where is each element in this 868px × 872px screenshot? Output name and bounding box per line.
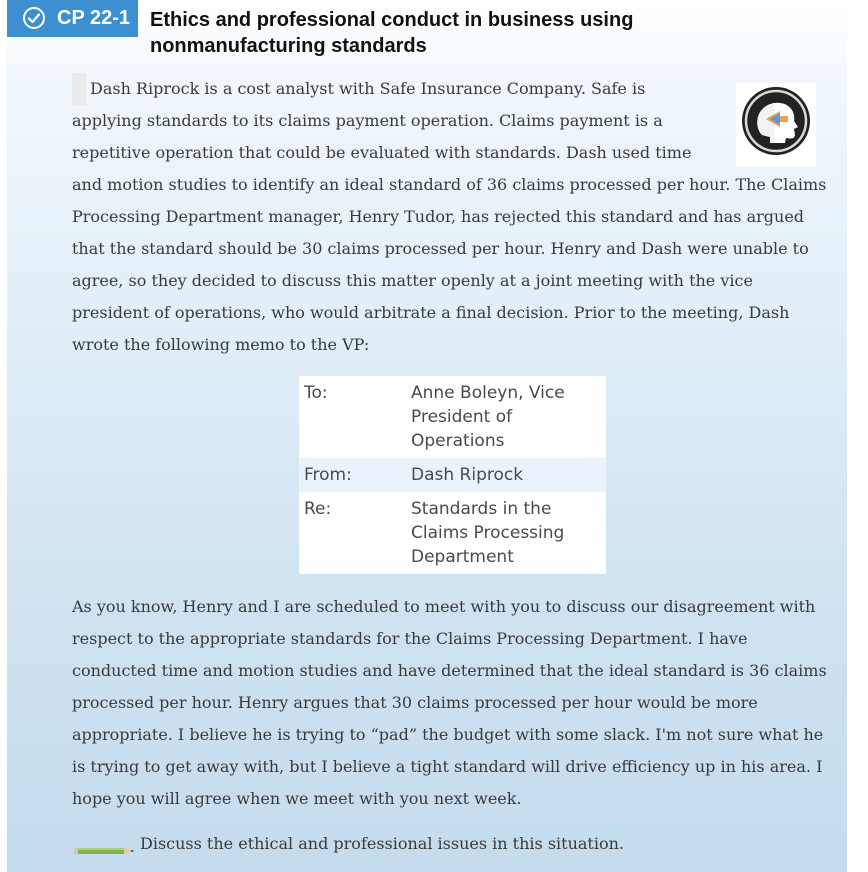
memo-label: From:	[299, 458, 406, 492]
header	[7, 0, 847, 62]
memo-label: To:	[304, 383, 328, 403]
problem-badge	[7, 0, 138, 37]
memo-body: As you know, Henry and I are scheduled to meet with you to discuss our disagreement with respect to the appropriate standards for the Claims Processing Department. I have conducted time and motion studies and have determined that the ideal standard is 36 claims processed per hour. Henry argues that 30 claims processed per hour would be more appropriate. I believe he is trying to “pad” the budget with some slack. I'm not sure what he is trying to get away with, but I believe a tight standard will drive efficiency up in his area. I hope you will agree when we meet with you next week.	[72, 597, 827, 808]
problem-number: CP 22-1	[57, 7, 131, 29]
intro-text: Dash Riprock is a cost analyst with Safe Insurance Company. Safe is applying standards to its claims payment operation. Claims payment is a repetitive operation that could be evaluated with standards. Dash used time and motion studies to identify an ideal standard of 36 claims processed per hour. The Claims Processing Department manager, Henry Tudor, has rejected this standard and has argued that the standard should be 30 claims processed per hour. Henry and Dash were unable to agree, so they decided to discuss this matter openly at a joint meeting with the vice president of operations, who would arbitrate a final decision. Prior to the meeting, Dash wrote the following memo to the VP:	[72, 79, 827, 354]
memo-row-from	[299, 458, 606, 492]
ethics-head-icon	[736, 83, 816, 167]
pencil-icon	[74, 837, 136, 849]
check-circle-icon	[22, 6, 46, 30]
memo-value: Dash Riprock	[406, 458, 606, 492]
case-problem-panel	[7, 0, 847, 872]
memo-header-table	[299, 376, 606, 574]
memo-value: Anne Boleyn, Vice President of Operations	[411, 383, 565, 451]
memo-row-re	[299, 492, 606, 574]
intro-paragraph	[72, 73, 832, 361]
problem-title: Ethics and professional conduct in business using nonmanufacturing standards	[150, 9, 634, 57]
paragraph-marker	[72, 73, 86, 105]
memo-row-to	[299, 376, 606, 458]
memo-label: Re:	[304, 499, 332, 519]
discussion-question	[74, 829, 834, 859]
question-text: Discuss the ethical and professional issues in this situation.	[140, 834, 624, 853]
memo-value: Standards in the Claims Processing Department	[411, 499, 565, 567]
